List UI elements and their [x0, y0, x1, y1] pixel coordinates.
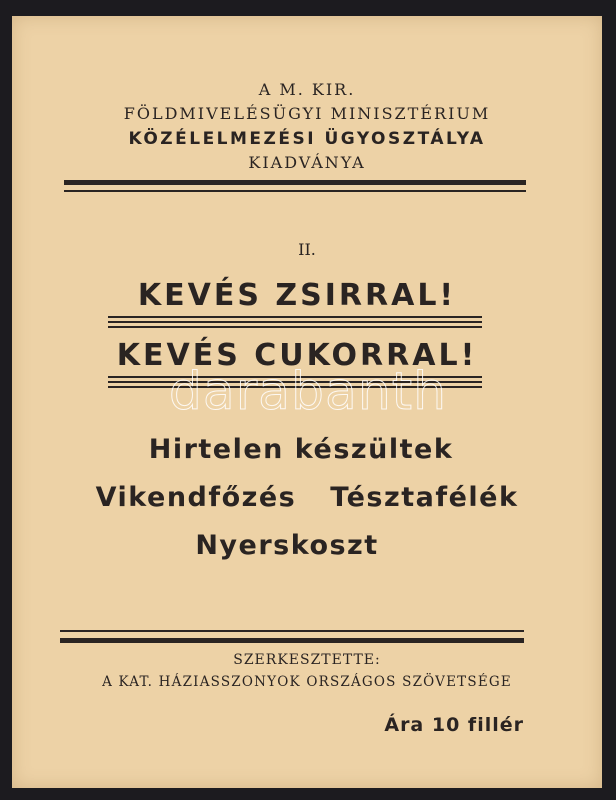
topic-nyerskoszt: Nyerskoszt [195, 530, 379, 561]
footer-rule-thick [60, 638, 524, 643]
editor-name: A KAT. HÁZIASSZONYOK ORSZÁGOS SZÖVETSÉGE [102, 674, 512, 690]
topic-tesztafelek: Tésztafélék [330, 482, 519, 513]
title-kevés-zsirral: KEVÉS ZSIRRAL! [137, 278, 457, 313]
issue-number: II. [298, 240, 316, 259]
topic-vikendfozes: Vikendfőzés [95, 482, 297, 513]
title1-rule-1 [108, 316, 482, 318]
topic-line-2 [12, 482, 602, 513]
price-label: Ára 10 fillér [384, 714, 524, 736]
header-line-2: FÖLDMIVELÉSÜGYI MINISZTÉRIUM [123, 104, 491, 123]
footer-rule-thin [60, 630, 524, 632]
header-line-1: A M. KIR. [258, 80, 356, 99]
watermark: darabanth [168, 362, 448, 422]
title1-rule-3 [108, 326, 482, 328]
title-kevés-cukorral: KEVÉS CUKORRAL! [116, 338, 478, 373]
title1-rule-2 [108, 321, 482, 323]
header-line-3: KÖZÉLELMEZÉSI ÜGYOSZTÁLYA [128, 129, 486, 149]
header-line-4: KIADVÁNYA [248, 153, 366, 172]
header-rule-thin [64, 190, 526, 192]
header-rule-thick [64, 180, 526, 185]
editor-label: SZERKESZTETTE: [233, 652, 381, 668]
topic-hirtelen-keszultek: Hirtelen készültek [148, 434, 454, 465]
